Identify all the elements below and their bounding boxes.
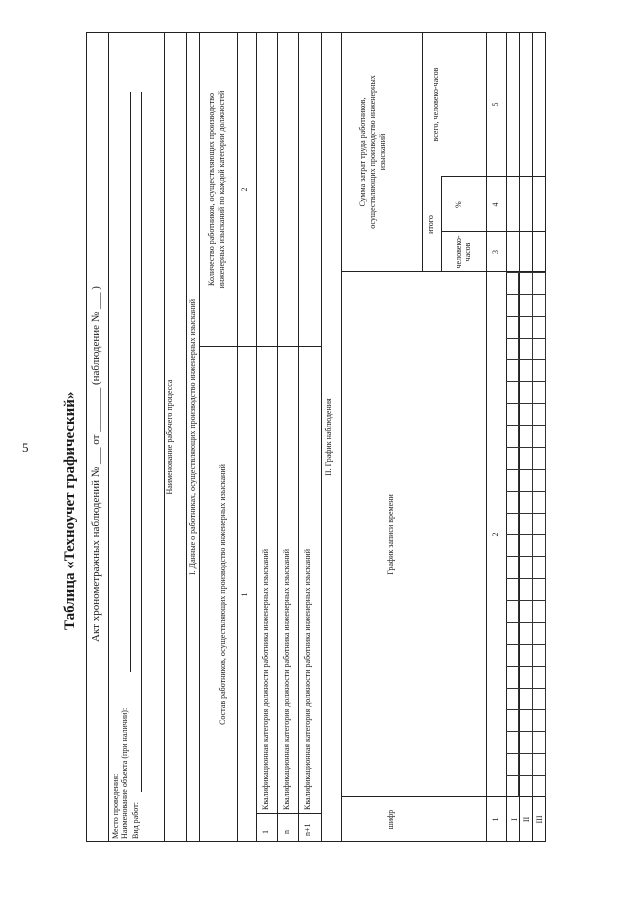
time-grid-cell <box>506 710 519 732</box>
time-grid-cell <box>533 469 546 491</box>
time-grid-cell <box>519 294 532 316</box>
section1-col1-num: 1 <box>240 592 249 597</box>
schedule-row-label: I <box>510 818 519 821</box>
time-grid-cell <box>506 272 519 294</box>
time-grid-cell <box>533 710 546 732</box>
time-grid-cell <box>519 403 532 425</box>
time-grid-cell <box>506 666 519 688</box>
divider <box>441 177 442 272</box>
time-grid-cell <box>533 491 546 513</box>
section1-row-num: n <box>282 830 291 834</box>
section1-col2-header: инженерных изысканий по каждой категории должностей <box>217 90 226 289</box>
time-grid-cell <box>519 447 532 469</box>
col-num: 3 <box>491 250 500 254</box>
divider <box>277 32 278 842</box>
time-grid-cell <box>533 666 546 688</box>
time-grid-cell <box>519 338 532 360</box>
time-grid-cell <box>506 447 519 469</box>
time-grid-cell <box>519 600 532 622</box>
num-col-divider <box>256 813 321 814</box>
divider <box>108 32 109 842</box>
time-grid-cell <box>533 622 546 644</box>
time-grid-cell <box>519 622 532 644</box>
time-grid-cell <box>506 491 519 513</box>
time-grid-cell <box>506 316 519 338</box>
time-grid-cell <box>506 622 519 644</box>
time-grid-cell <box>533 644 546 666</box>
person-hours-header: человеко-часов <box>454 235 473 269</box>
time-grid-cell <box>519 513 532 535</box>
sum-header: изысканий <box>378 133 387 171</box>
time-grid-cell <box>533 360 546 382</box>
divider <box>199 32 200 842</box>
page-title: Таблица «Техноучет графический» <box>62 391 78 630</box>
time-grid-cell <box>519 381 532 403</box>
rotated-table <box>86 32 546 842</box>
time-grid-cell <box>506 578 519 600</box>
time-grid-cell <box>533 316 546 338</box>
divider <box>256 32 257 842</box>
col-num: 1 <box>491 817 500 822</box>
time-grid-cell <box>533 447 546 469</box>
time-grid-cell <box>533 403 546 425</box>
percent-header: % <box>454 201 463 208</box>
section1-row-label: Квалификационная категория должности работника инженерных изысканий <box>303 549 312 810</box>
divider <box>422 32 423 272</box>
time-grid-cell <box>506 513 519 535</box>
section2-title: II. График наблюдения <box>324 398 333 476</box>
cipher-header: шифр <box>386 809 395 830</box>
time-grid-cell <box>533 688 546 710</box>
time-grid-cell <box>506 403 519 425</box>
time-grid-cell <box>506 644 519 666</box>
section1-row-num: n+1 <box>303 823 312 836</box>
time-grid-cell <box>519 666 532 688</box>
section1-row-label: Квалификационная категория должности работника инженерных изысканий <box>261 549 270 810</box>
act-heading: Акт хронометражных наблюдений № ___ от ________ (наблюдение № ___ ) <box>90 286 102 642</box>
place-label: Место проведения: <box>111 773 120 839</box>
time-grid-cell <box>533 381 546 403</box>
time-grid-cell <box>519 775 532 797</box>
time-grid-cell <box>519 710 532 732</box>
time-grid-cell <box>519 360 532 382</box>
time-grid-cell <box>506 731 519 753</box>
time-grid-cell <box>519 425 532 447</box>
time-grid-cell <box>519 491 532 513</box>
time-grid-cell <box>533 578 546 600</box>
time-grid-cell <box>533 600 546 622</box>
time-grid-cell <box>506 425 519 447</box>
time-grid-cell <box>533 338 546 360</box>
schedule-header: График записи времени <box>386 494 395 575</box>
underline <box>141 92 142 792</box>
divider <box>321 32 322 842</box>
divider <box>237 32 238 842</box>
time-grid-cell <box>519 688 532 710</box>
page-number: 5 <box>22 440 29 455</box>
time-grid-cell <box>506 294 519 316</box>
time-grid-cell <box>506 688 519 710</box>
time-grid-cell <box>506 381 519 403</box>
all-person-hours-header: всего, человеко-часов <box>431 67 440 142</box>
time-grid-cell <box>533 272 546 294</box>
time-grid-cell <box>533 294 546 316</box>
table-frame <box>86 32 546 842</box>
time-grid-cell <box>533 775 546 797</box>
time-grid-cell <box>533 753 546 775</box>
section1-col2-num: 2 <box>240 187 249 192</box>
section1-col2-header: Количество работников, осуществляющих производство <box>207 93 216 286</box>
time-grid-cell <box>506 535 519 557</box>
col-num: 4 <box>491 202 500 207</box>
time-grid-cell <box>506 775 519 797</box>
divider <box>298 32 299 842</box>
schedule-row-label: II <box>522 816 531 823</box>
time-grid-cell <box>506 556 519 578</box>
time-grid-cell <box>533 513 546 535</box>
time-grid-cell <box>519 469 532 491</box>
section1-title: I. Данные о работниках, осуществляющих производство инженерных изысканий <box>188 298 197 576</box>
time-grid-cell <box>506 469 519 491</box>
time-grid-cell <box>519 556 532 578</box>
time-grid-cell <box>519 731 532 753</box>
section1-row-num: 1 <box>261 830 270 834</box>
time-grid-cell <box>519 578 532 600</box>
section1-col1-header: Состав работников, осуществляющих производство инженерных изысканий <box>218 464 227 725</box>
time-grid-cell <box>506 753 519 775</box>
time-grid-cell <box>519 272 532 294</box>
sum-header: Сумма затрат труда работников, <box>358 97 367 207</box>
divider <box>486 32 487 842</box>
time-grid-cell <box>533 535 546 557</box>
work-label: Вид работ: <box>131 802 140 839</box>
time-grid <box>506 272 546 797</box>
sum-header: осуществляющих производство инженерных <box>368 75 377 229</box>
time-grid-cell <box>519 316 532 338</box>
object-label: Наименование объекта (при наличии): <box>120 707 129 839</box>
time-grid-cell <box>519 644 532 666</box>
total-header: итого <box>426 215 435 234</box>
divider <box>186 32 187 842</box>
divider <box>341 32 342 842</box>
time-grid-cell <box>533 556 546 578</box>
col-num: 2 <box>491 532 500 537</box>
time-grid-cell <box>533 425 546 447</box>
time-grid-cell <box>506 360 519 382</box>
time-grid-cell <box>506 600 519 622</box>
section1-row-label: Квалификационная категория должности работника инженерных изысканий <box>282 549 291 810</box>
col-num: 5 <box>491 102 500 107</box>
time-grid-cell <box>519 535 532 557</box>
process-label: Наименование рабочего процесса <box>165 379 174 495</box>
time-grid-cell <box>506 338 519 360</box>
schedule-row-label: III <box>535 815 544 824</box>
time-grid-cell <box>533 731 546 753</box>
underline <box>130 92 131 672</box>
time-grid-cell <box>519 753 532 775</box>
